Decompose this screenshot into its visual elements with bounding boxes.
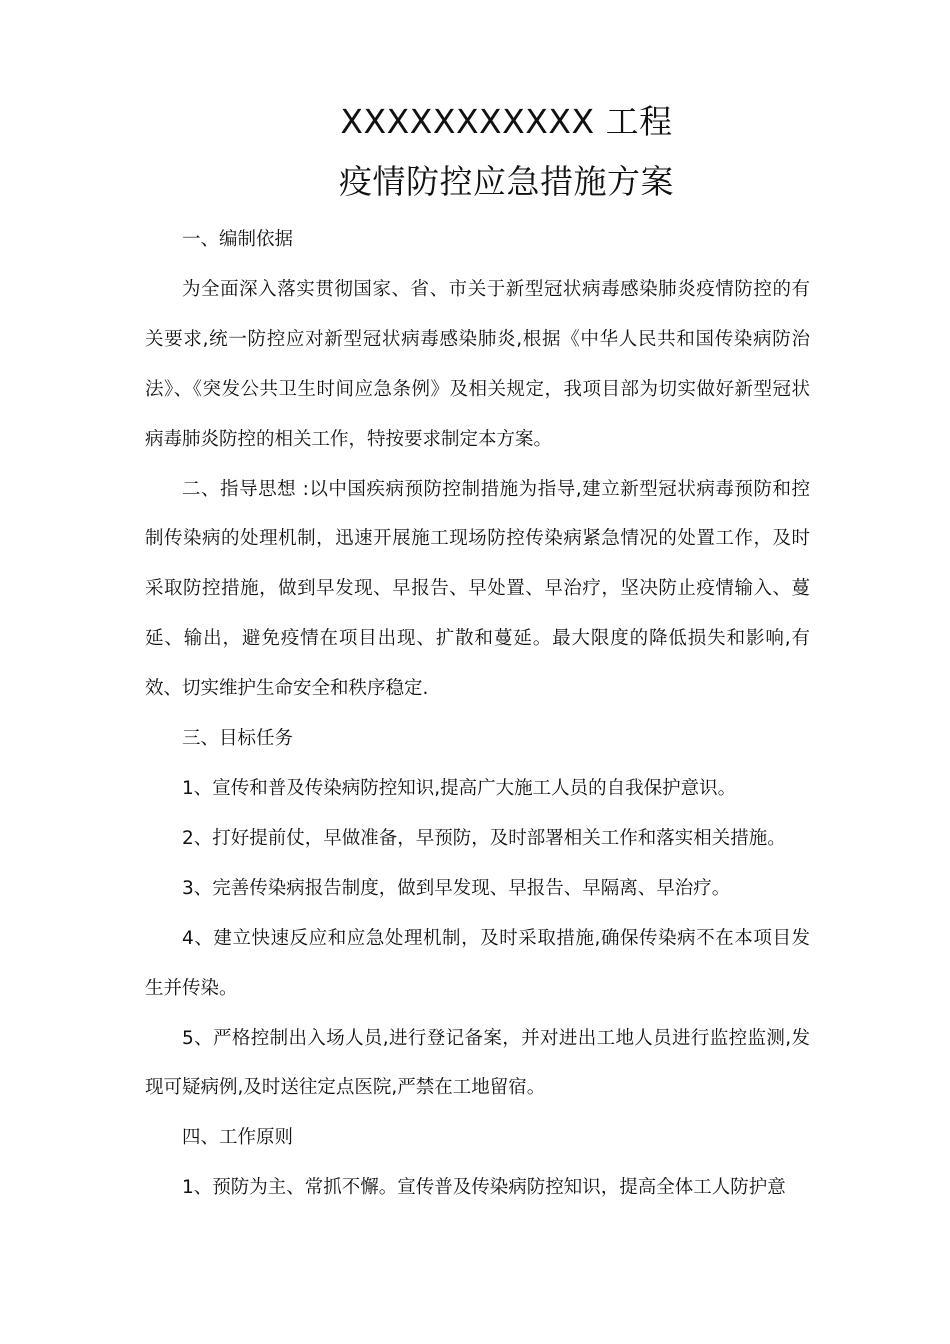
goal-item-4: 4、建立快速反应和应急处理机制，及时采取措施,确保传染病不在本项目发生并传染。 [145, 927, 810, 999]
goal-item-2: 2、打好提前仗，早做准备，早预防，及时部署相关工作和落实相关措施。 [182, 827, 786, 849]
goal-item-1: 1、宣传和普及传染病防控知识,提高广大施工人员的自我保护意识。 [182, 777, 737, 799]
paragraph-guiding-ideology: 二、指导思想 :以中国疾病预防控制措施为指导,建立新型冠状病毒预防和控制传染病的处理机制，迅速开展施工现场防控传染病紧急情况的处置工作，及时采取防控措施，做到早发现、早报告、早处置、早治疗，坚决防止疫情输入、蔓延、输出，避免疫情在项目出现、扩散和蔓延。最大限度的降低损失和影响,有效、切实维护生命安全和秩序稳定. [145, 478, 810, 700]
section-heading-goals: 三、目标任务 [182, 728, 294, 750]
document-body [145, 215, 810, 1213]
principle-item-1: 1、预防为主、常抓不懈。宣传普及传染病防控知识，提高全体工人防护意 [182, 1177, 786, 1199]
section-heading-principles: 四、工作原则 [182, 1127, 294, 1149]
document-title-line2: 疫情防控应急措施方案 [339, 162, 674, 201]
paragraph-basis: 为全面深入落实贯彻国家、省、市关于新型冠状病毒感染肺炎疫情防控的有关要求,统一防控应对新型冠状病毒感染肺炎,根据《中华人民共和国传染病防治法》、《突发公共卫生时间应急条例》及相关规定，我项目部为切实做好新型冠状病毒肺炎防控的相关工作，特按要求制定本方案。 [145, 278, 810, 450]
section-heading-basis: 一、编制依据 [182, 229, 294, 250]
goal-item-3: 3、完善传染病报告制度，做到早发现、早报告、早隔离、早治疗。 [182, 877, 731, 899]
document-title-line1: XXXXXXXXXXX 工程 [340, 102, 673, 141]
goal-item-5: 5、严格控制出入场人员,进行登记备案，并对进出工地人员进行监控监测,发现可疑病例,及时送往定点医院,严禁在工地留宿。 [145, 1027, 810, 1099]
